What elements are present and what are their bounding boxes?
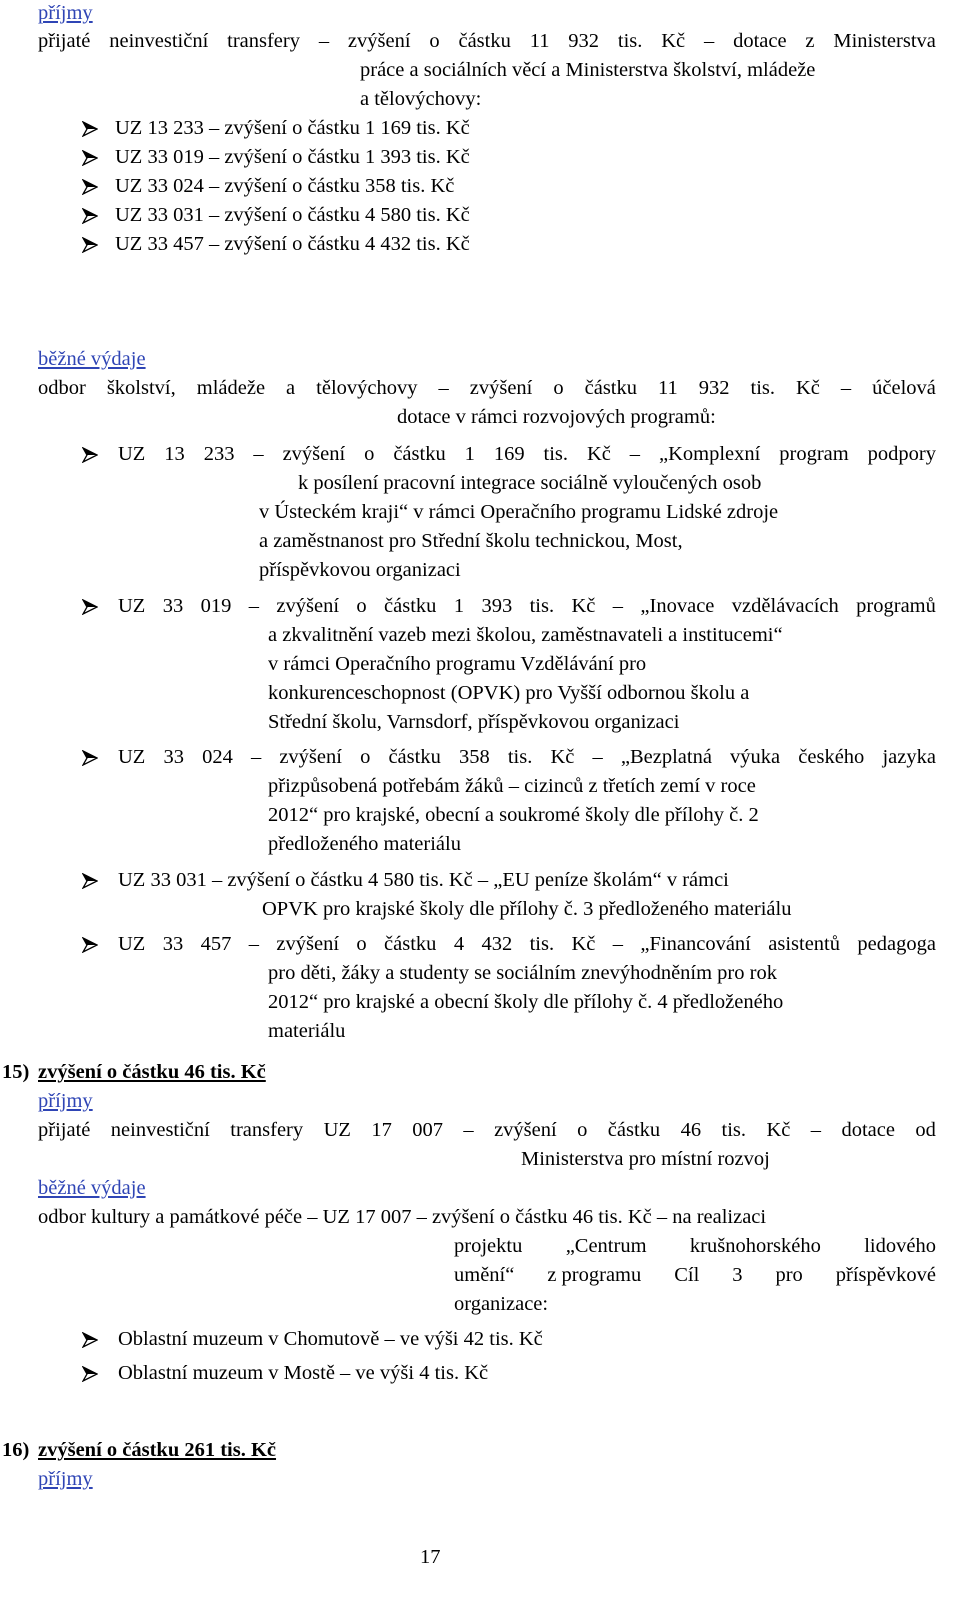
word: UZ: [118, 443, 146, 465]
word: 007: [412, 1119, 443, 1141]
list-item: UZ 33 457 – zvýšení o částku 4 432 tis. Kč: [115, 233, 470, 255]
word: od: [915, 1119, 936, 1141]
arrowhead-icon: [82, 447, 98, 463]
word: „Inovace: [640, 595, 715, 617]
word: tis.: [543, 443, 569, 465]
list-item-cont: Střední školu, Varnsdorf, příspěvkovou organizaci: [268, 711, 680, 733]
word: dotace: [841, 1119, 895, 1141]
word: –: [703, 30, 715, 52]
list-item-cont: a zkvalitnění vazeb mezi školou, zaměstnavateli a institucemi“: [268, 624, 783, 646]
word: částku: [384, 933, 437, 955]
word: 932: [698, 377, 730, 399]
word: 358: [458, 746, 490, 768]
word: –: [592, 746, 603, 768]
section-number: 15): [2, 1061, 30, 1083]
list-item-cont: konkurenceschopnost (OPVK) pro Vyšší odbornou školu a: [268, 682, 750, 704]
list-item: [118, 931, 936, 957]
word: umění“: [454, 1264, 515, 1286]
word: UZ: [118, 746, 146, 768]
word: –: [612, 933, 624, 955]
word: příspěvkové: [835, 1264, 936, 1286]
arrowhead-icon: [82, 237, 98, 253]
list-item-cont: OPVK pro krajské školy dle přílohy č. 3 předloženého materiálu: [262, 898, 792, 920]
list-item: UZ 33 031 – zvýšení o částku 4 580 tis. Kč: [115, 204, 470, 226]
word: Kč: [766, 1119, 791, 1141]
word: částku: [388, 746, 441, 768]
word: jazyka: [882, 746, 936, 768]
word: transfery: [227, 30, 300, 52]
list-item: UZ 13 233 – zvýšení o částku 1 169 tis. Kč: [115, 117, 470, 139]
word: –: [253, 443, 264, 465]
word: mládeže: [196, 377, 266, 399]
word: zvýšení: [282, 443, 346, 465]
word: 1: [453, 595, 465, 617]
word: tělovýchovy: [316, 377, 418, 399]
list-item: UZ 33 019 – zvýšení o částku 1 393 tis. Kč: [115, 146, 470, 168]
arrowhead-icon: [82, 1366, 98, 1382]
word: UZ: [323, 1119, 351, 1141]
label-bezne-vydaje: běžné výdaje: [38, 1177, 146, 1199]
word: 019: [200, 595, 232, 617]
word: 233: [203, 443, 235, 465]
word: částku: [384, 595, 437, 617]
arrowhead-icon: [82, 150, 98, 166]
arrowhead-icon: [82, 750, 98, 766]
word: vzdělávacích: [731, 595, 839, 617]
word: tis.: [617, 30, 643, 52]
word: –: [248, 595, 259, 617]
arrowhead-icon: [82, 1332, 98, 1348]
word: účelová: [872, 377, 936, 399]
word: projektu: [454, 1235, 523, 1257]
word: a: [286, 377, 296, 399]
list-item-cont: v rámci Operačního programu Vzdělávání pro: [268, 653, 647, 675]
word: transfery: [230, 1119, 304, 1141]
word: Kč: [796, 377, 820, 399]
word: tis.: [721, 1119, 747, 1141]
arrowhead-icon: [82, 873, 98, 889]
section-heading: zvýšení o částku 261 tis. Kč: [38, 1439, 277, 1461]
word: 432: [481, 933, 513, 955]
word: UZ: [118, 933, 146, 955]
vydaje-line: [38, 375, 936, 401]
word: –: [629, 443, 641, 465]
section-heading: zvýšení o částku 46 tis. Kč: [38, 1061, 266, 1083]
word: –: [463, 1119, 474, 1141]
label-bezne-vydaje: běžné výdaje: [38, 348, 146, 370]
list-item: [118, 593, 936, 619]
word: 393: [481, 595, 513, 617]
list-item-cont: přizpůsobená potřebám žáků – cizinců z třetích zemí v roce: [268, 775, 756, 797]
word: 457: [200, 933, 232, 955]
word: tis.: [507, 746, 533, 768]
word: o: [364, 443, 375, 465]
word: Kč: [571, 933, 596, 955]
word: částku: [607, 1119, 661, 1141]
word: 4: [453, 933, 465, 955]
list-item-cont: 2012“ pro krajské a obecní školy dle přílohy č. 4 předloženého: [268, 991, 784, 1013]
word: zvýšení: [469, 377, 533, 399]
word: 33: [163, 746, 184, 768]
word: „Centrum: [565, 1235, 647, 1257]
word: –: [318, 30, 330, 52]
word: 11: [658, 377, 678, 399]
word: –: [250, 746, 262, 768]
word: Kč: [550, 746, 575, 768]
word: o: [577, 1119, 588, 1141]
vydaje-cont: organizace:: [454, 1293, 549, 1315]
arrowhead-icon: [82, 937, 98, 953]
prijmy-line: [38, 28, 936, 54]
word: 13: [164, 443, 185, 465]
list-item-cont: a zaměstnanost pro Střední školu technickou, Most,: [259, 530, 683, 552]
word: výuka: [730, 746, 781, 768]
prijmy-line: [38, 1117, 936, 1143]
word: tis.: [529, 595, 555, 617]
word: o: [356, 933, 367, 955]
word: tis.: [529, 933, 555, 955]
word: 33: [162, 595, 184, 617]
word: pro: [775, 1264, 803, 1286]
vydaje-cont: dotace v rámci rozvojových programů:: [397, 406, 716, 428]
word: zvýšení: [276, 933, 340, 955]
arrowhead-icon: [82, 179, 98, 195]
word: asistentů: [768, 933, 841, 955]
word: školství,: [106, 377, 176, 399]
word: českého: [798, 746, 865, 768]
arrowhead-icon: [82, 121, 98, 137]
vydaje-cont: [454, 1262, 936, 1288]
word: částku: [458, 30, 511, 52]
list-item-cont: v Ústeckém kraji“ v rámci Operačního programu Lidské zdroje: [259, 501, 779, 523]
list-item: [118, 441, 936, 467]
word: 3: [732, 1264, 743, 1286]
list-item-cont: předloženého materiálu: [268, 833, 461, 855]
word: 024: [202, 746, 233, 768]
word: lidového: [864, 1235, 936, 1257]
word: tis.: [750, 377, 775, 399]
vydaje-line: odbor kultury a památkové péče – UZ 17 007 – zvýšení o částku 46 tis. Kč – na realizaci: [38, 1206, 767, 1228]
word: Kč: [661, 30, 686, 52]
word: o: [553, 377, 564, 399]
word: 17: [371, 1119, 392, 1141]
vydaje-cont: [454, 1233, 936, 1259]
label-prijmy: příjmy: [38, 2, 93, 24]
word: 1: [464, 443, 475, 465]
list-item-cont: materiálu: [268, 1020, 346, 1042]
word: přijaté: [38, 1119, 91, 1141]
word: z programu: [547, 1264, 642, 1286]
word: částku: [584, 377, 637, 399]
word: Cíl: [674, 1264, 700, 1286]
list-item-cont: pro děti, žáky a studenty se sociálním znevýhodněním pro rok: [268, 962, 777, 984]
word: o: [429, 30, 440, 52]
word: z: [805, 30, 815, 52]
word: Kč: [571, 595, 596, 617]
word: „Financování: [640, 933, 751, 955]
word: neinvestiční: [109, 30, 209, 52]
word: 46: [680, 1119, 702, 1141]
word: dotace: [733, 30, 787, 52]
word: neinvestiční: [110, 1119, 210, 1141]
list-item: [118, 744, 936, 770]
word: „Komplexní: [658, 443, 761, 465]
word: Kč: [586, 443, 611, 465]
list-item-cont: příspěvkovou organizaci: [259, 559, 461, 581]
list-item: Oblastní muzeum v Chomutově – ve výši 42 tis. Kč: [118, 1328, 543, 1350]
word: programů: [856, 595, 936, 617]
word: přijaté: [38, 30, 91, 52]
word: „Bezplatná: [620, 746, 712, 768]
list-item: UZ 33 024 – zvýšení o částku 358 tis. Kč: [115, 175, 455, 197]
arrowhead-icon: [82, 599, 98, 615]
word: –: [438, 377, 449, 399]
word: 11: [529, 30, 550, 52]
list-item-cont: 2012“ pro krajské, obecní a soukromé školy dle přílohy č. 2: [268, 804, 759, 826]
list-item: Oblastní muzeum v Mostě – ve výši 4 tis. Kč: [118, 1362, 489, 1384]
prijmy-cont: Ministerstva pro místní rozvoj: [521, 1148, 770, 1170]
word: částku: [393, 443, 446, 465]
arrowhead-icon: [82, 208, 98, 224]
word: program: [779, 443, 849, 465]
word: pedagoga: [857, 933, 936, 955]
word: zvýšení: [276, 595, 340, 617]
page-number: 17: [420, 1546, 441, 1568]
label-prijmy: příjmy: [38, 1090, 93, 1112]
word: o: [356, 595, 367, 617]
prijmy-cont: práce a sociálních věcí a Ministerstva školství, mládeže: [360, 59, 816, 81]
word: Ministerstva: [833, 30, 936, 52]
word: odbor: [38, 377, 86, 399]
word: –: [248, 933, 259, 955]
word: 932: [568, 30, 600, 52]
word: zvýšení: [494, 1119, 557, 1141]
word: 33: [162, 933, 184, 955]
word: –: [810, 1119, 822, 1141]
prijmy-cont: a tělovýchovy:: [360, 88, 482, 110]
word: –: [612, 595, 624, 617]
word: zvýšení: [279, 746, 342, 768]
list-item-cont: k posílení pracovní integrace sociálně vyloučených osob: [298, 472, 762, 494]
label-prijmy: příjmy: [38, 1468, 93, 1490]
word: podpory: [867, 443, 936, 465]
word: –: [840, 377, 852, 399]
word: 169: [493, 443, 525, 465]
word: zvýšení: [347, 30, 411, 52]
word: krušnohorského: [689, 1235, 821, 1257]
word: o: [360, 746, 371, 768]
word: UZ: [118, 595, 146, 617]
section-number: 16): [2, 1439, 30, 1461]
list-item: UZ 33 031 – zvýšení o částku 4 580 tis. Kč – „EU peníze školám“ v rámci: [118, 869, 729, 891]
